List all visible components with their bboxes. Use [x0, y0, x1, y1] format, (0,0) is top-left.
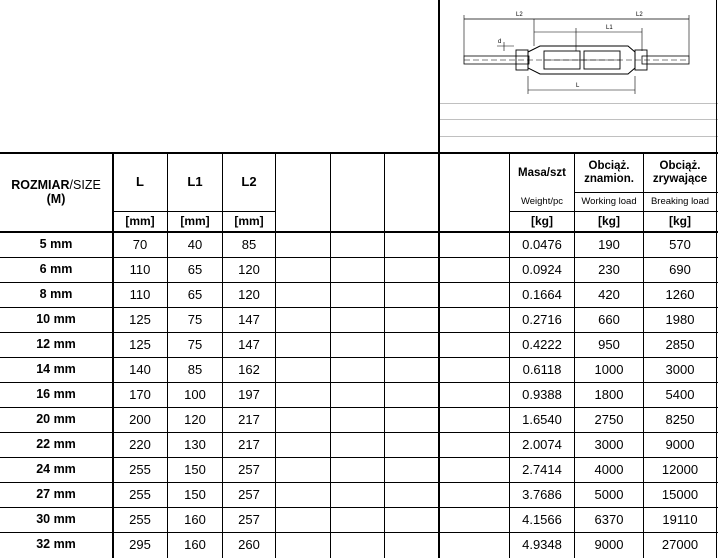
cell-working: 190 — [598, 236, 620, 252]
working-load-title-1: Obciąż. — [588, 160, 630, 173]
cell-l2: 217 — [238, 411, 260, 427]
cell-working: 660 — [598, 311, 620, 327]
breaking-load-title-2: zrywające — [652, 173, 708, 185]
cell-size: 10 mm — [36, 312, 76, 327]
cell-l1: 100 — [184, 386, 206, 402]
cell-working: 230 — [598, 261, 620, 277]
cell-size: 5 mm — [39, 237, 73, 252]
size-label-bold: ROZMIAR — [11, 177, 70, 192]
cell-l1: 75 — [187, 311, 203, 327]
cell-breaking: 8250 — [665, 411, 695, 427]
col-line — [275, 152, 276, 558]
cell-l2: 147 — [238, 336, 260, 352]
cell-working: 2750 — [594, 411, 624, 427]
diagram-grid-line — [440, 103, 718, 104]
cell-breaking: 5400 — [665, 386, 695, 402]
cell-mass: 0.0924 — [522, 261, 562, 277]
cell-l: 170 — [129, 386, 151, 402]
cell-l: 200 — [129, 411, 151, 427]
col-header-l1: L1 — [187, 174, 203, 190]
working-load-title-2: znamion. — [584, 173, 634, 185]
cell-size: 24 mm — [36, 462, 76, 477]
diagram-label-d: d — [498, 39, 502, 45]
cell-l2: 257 — [238, 461, 260, 477]
cell-working: 4000 — [594, 461, 624, 477]
breaking-load-unit: [kg] — [669, 213, 691, 228]
cell-l1: 65 — [187, 286, 203, 302]
top-divider-line — [438, 0, 440, 152]
cell-size: 30 mm — [36, 512, 76, 527]
cell-working: 1800 — [594, 386, 624, 402]
cell-breaking: 2850 — [665, 336, 695, 352]
cell-l1: 65 — [187, 261, 203, 277]
cell-breaking: 1260 — [665, 286, 695, 302]
col-header-l: L — [136, 174, 144, 190]
unit-mm-l1: [mm] — [180, 213, 210, 228]
cell-l2: 85 — [241, 236, 257, 252]
diagram-label-l: L — [576, 83, 580, 89]
cell-breaking: 27000 — [661, 536, 699, 552]
cell-mass: 2.7414 — [522, 461, 562, 477]
cell-breaking: 3000 — [665, 361, 695, 377]
cell-l: 140 — [129, 361, 151, 377]
cell-breaking: 19110 — [662, 511, 698, 527]
cell-l: 125 — [129, 336, 151, 352]
cell-l2: 197 — [238, 386, 260, 402]
cell-l1: 160 — [184, 511, 206, 527]
cell-l: 110 — [129, 261, 151, 277]
mass-unit: [kg] — [531, 213, 553, 228]
cell-l1: 130 — [184, 436, 206, 452]
cell-l1: 40 — [187, 236, 203, 252]
cell-working: 420 — [598, 286, 620, 302]
col-line — [384, 152, 385, 558]
cell-l: 255 — [129, 486, 151, 502]
diagram-grid-line — [440, 119, 718, 120]
cell-l2: 217 — [238, 436, 260, 452]
cell-l: 255 — [129, 511, 151, 527]
diagram-label-l2-left: L2 — [516, 12, 523, 18]
mass-header: Masa/szt — [518, 166, 566, 179]
size-column-header — [0, 154, 112, 231]
diagram-grid-line — [440, 136, 718, 137]
cell-l: 220 — [129, 436, 151, 452]
cell-l: 295 — [129, 536, 151, 552]
cell-mass: 2.0074 — [522, 436, 562, 452]
cell-l: 125 — [129, 311, 151, 327]
breaking-load-subheader: Breaking load — [650, 195, 710, 207]
size-label-en: /SIZE — [69, 177, 101, 192]
working-load-header — [575, 154, 643, 192]
mass-subheader: Weight/pc — [520, 195, 564, 207]
cell-working: 950 — [598, 336, 620, 352]
cell-l: 110 — [129, 286, 151, 302]
col-header-l2: L2 — [241, 174, 257, 190]
cell-size: 8 mm — [39, 287, 73, 302]
cell-l: 255 — [129, 461, 151, 477]
cell-l: 70 — [132, 236, 148, 252]
diagram-label-l1: L1 — [606, 25, 613, 31]
cell-l2: 147 — [238, 311, 260, 327]
unit-mm-l: [mm] — [125, 213, 155, 228]
cell-mass: 0.0476 — [522, 236, 562, 252]
cell-l1: 120 — [184, 411, 206, 427]
cell-l1: 85 — [187, 361, 203, 377]
cell-mass: 4.1566 — [522, 511, 562, 527]
working-load-subheader: Working load — [581, 195, 637, 207]
cell-working: 5000 — [594, 486, 624, 502]
cell-breaking: 9000 — [665, 436, 695, 452]
cell-size: 6 mm — [39, 262, 73, 277]
cell-size: 22 mm — [36, 437, 76, 452]
turnbuckle-drawing — [452, 6, 702, 98]
cell-mass: 3.7686 — [522, 486, 562, 502]
cell-working: 6370 — [594, 511, 624, 527]
cell-l2: 257 — [238, 511, 260, 527]
working-load-unit: [kg] — [598, 213, 620, 228]
cell-breaking: 12000 — [661, 461, 699, 477]
col-line — [716, 0, 717, 558]
cell-size: 27 mm — [36, 487, 76, 502]
cell-size: 20 mm — [36, 412, 76, 427]
cell-breaking: 15000 — [661, 486, 699, 502]
cell-l1: 150 — [184, 486, 206, 502]
cell-size: 14 mm — [36, 362, 76, 377]
cell-working: 1000 — [594, 361, 624, 377]
cell-l2: 162 — [238, 361, 260, 377]
cell-l2: 120 — [238, 261, 260, 277]
diagram-label-l2-right: L2 — [636, 12, 643, 18]
cell-size: 32 mm — [36, 537, 76, 552]
cell-breaking: 1980 — [665, 311, 695, 327]
cell-l2: 120 — [238, 286, 260, 302]
cell-mass: 1.6540 — [522, 411, 562, 427]
cell-mass: 0.1664 — [522, 286, 562, 302]
cell-l1: 150 — [184, 461, 206, 477]
cell-working: 3000 — [594, 436, 624, 452]
cell-breaking: 690 — [669, 261, 691, 277]
cell-size: 12 mm — [36, 337, 76, 352]
cell-mass: 0.9388 — [522, 386, 562, 402]
cell-l1: 75 — [187, 336, 203, 352]
cell-l2: 257 — [238, 486, 260, 502]
col-line — [438, 152, 440, 558]
col-line — [330, 152, 331, 558]
breaking-load-title-1: Obciąż. — [659, 160, 701, 173]
cell-l2: 260 — [238, 536, 260, 552]
cell-l1: 160 — [184, 536, 206, 552]
breaking-load-header — [644, 154, 716, 192]
cell-mass: 0.2716 — [522, 311, 562, 327]
cell-breaking: 570 — [669, 236, 691, 252]
cell-working: 9000 — [594, 536, 624, 552]
size-label-m: (M) — [46, 191, 66, 206]
cell-mass: 0.4222 — [522, 336, 562, 352]
cell-size: 16 mm — [36, 387, 76, 402]
cell-mass: 4.9348 — [522, 536, 562, 552]
cell-mass: 0.6118 — [522, 361, 562, 377]
unit-mm-l2: [mm] — [234, 213, 264, 228]
